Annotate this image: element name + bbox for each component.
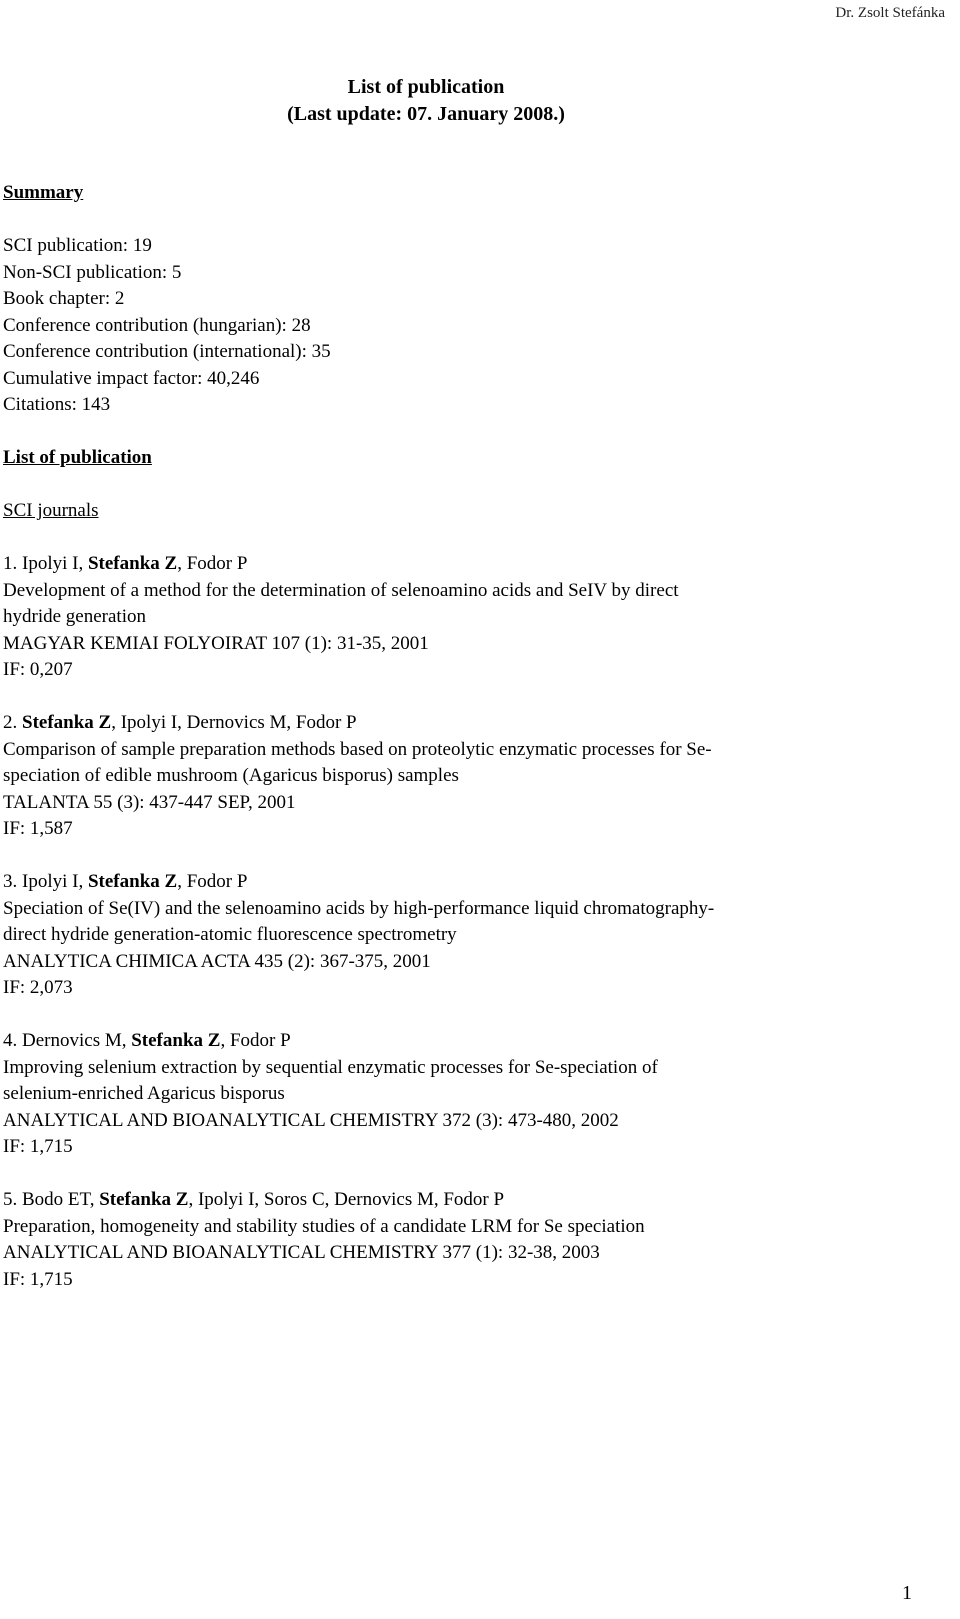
authors-after: , Fodor P: [220, 1030, 291, 1051]
authors-before: Dernovics M,: [22, 1030, 127, 1051]
authors-after: , Ipolyi I, Dernovics M, Fodor P: [111, 712, 357, 733]
publication-impact-factor: IF: 1,715: [3, 1268, 73, 1290]
publication-entry: [3, 551, 903, 684]
highlighted-author: Stefanka Z: [22, 712, 112, 733]
publication-journal: TALANTA 55 (3): 437-447 SEP, 2001: [3, 791, 296, 813]
page-number: 1: [902, 1582, 912, 1604]
publication-title-line: Development of a method for the determination of selenoamino acids and SeIV by direct: [3, 579, 679, 601]
summary-item-conf-international: Conference contribution (international): 35: [3, 341, 331, 362]
summary-item-book-chapter: Book chapter: 2: [3, 288, 125, 309]
summary-item-conf-hungarian: Conference contribution (hungarian): 28: [3, 314, 311, 336]
publication-authors: [3, 1028, 903, 1055]
publication-title-line: selenium-enriched Agaricus bisporus: [3, 1083, 285, 1104]
publication-journal: ANALYTICAL AND BIOANALYTICAL CHEMISTRY 372 (3): 473-480, 2002: [3, 1109, 619, 1131]
publication-authors: [3, 551, 903, 578]
authors-after: , Fodor P: [177, 553, 248, 574]
publication-title-line: Comparison of sample preparation methods based on proteolytic enzymatic processes for Se-: [3, 738, 712, 760]
publication-entry: [3, 869, 903, 1002]
publication-entry: [3, 1187, 903, 1293]
summary-item-sci: SCI publication: 19: [3, 235, 152, 256]
sci-journals-heading: SCI journals: [3, 500, 99, 521]
publication-journal: MAGYAR KEMIAI FOLYOIRAT 107 (1): 31-35, 2001: [3, 632, 429, 654]
publication-entry: [3, 1028, 903, 1161]
spacer: [3, 1002, 903, 1029]
highlighted-author: Stefanka Z: [131, 1030, 221, 1051]
document-body: [3, 180, 903, 1293]
summary-item-non-sci: Non-SCI publication: 5: [3, 261, 182, 283]
summary-list: [3, 233, 903, 419]
page-header-author: Dr. Zsolt Stefánka: [835, 5, 945, 21]
title-line-2: (Last update: 07. January 2008.): [287, 103, 565, 125]
title-line-1: List of publication: [347, 76, 505, 98]
spacer: [3, 1161, 903, 1188]
publication-title-line: Improving selenium extraction by sequential enzymatic processes for Se-speciation of: [3, 1056, 658, 1078]
publication-title-line: speciation of edible mushroom (Agaricus bisporus) samples: [3, 765, 459, 786]
publication-title-line: Speciation of Se(IV) and the selenoamino acids by high-performance liquid chromatography-: [3, 897, 715, 919]
publication-impact-factor: IF: 0,207: [3, 659, 73, 680]
document-title: [0, 74, 852, 128]
publication-journal: ANALYTICAL AND BIOANALYTICAL CHEMISTRY 377 (1): 32-38, 2003: [3, 1242, 600, 1263]
publication-impact-factor: IF: 1,587: [3, 818, 73, 839]
publication-title-line: hydride generation: [3, 606, 146, 627]
publication-authors: [3, 1187, 903, 1214]
entry-number: 4.: [3, 1030, 18, 1051]
entry-number: 3.: [3, 871, 18, 892]
summary-item-impact-factor: Cumulative impact factor: 40,246: [3, 367, 260, 389]
highlighted-author: Stefanka Z: [99, 1189, 189, 1210]
publication-authors: [3, 869, 903, 896]
authors-before: Ipolyi I,: [22, 871, 84, 892]
publication-entry: [3, 710, 903, 843]
authors-before: Bodo ET,: [22, 1189, 95, 1210]
spacer: [3, 472, 903, 499]
publication-impact-factor: IF: 2,073: [3, 977, 73, 998]
spacer: [3, 419, 903, 446]
summary-heading: Summary: [3, 182, 84, 203]
highlighted-author: Stefanka Z: [87, 871, 178, 892]
publication-title-line: direct hydride generation-atomic fluorescence spectrometry: [3, 924, 457, 945]
entry-number: 2.: [3, 712, 18, 733]
authors-after: , Ipolyi I, Soros C, Dernovics M, Fodor P: [188, 1189, 505, 1210]
publication-authors: [3, 710, 903, 737]
entry-number: 5.: [3, 1189, 18, 1210]
summary-item-citations: Citations: 143: [3, 394, 111, 415]
entry-number: 1.: [3, 553, 18, 574]
spacer: [3, 207, 903, 234]
publication-journal: ANALYTICA CHIMICA ACTA 435 (2): 367-375, 2001: [3, 950, 431, 972]
publication-title-line: Preparation, homogeneity and stability studies of a candidate LRM for Se speciation: [3, 1215, 645, 1237]
spacer: [3, 525, 903, 552]
publication-impact-factor: IF: 1,715: [3, 1136, 73, 1157]
spacer: [3, 843, 903, 870]
highlighted-author: Stefanka Z: [87, 553, 178, 574]
authors-before: Ipolyi I,: [22, 553, 84, 574]
spacer: [3, 684, 903, 711]
publications-heading: List of publication: [3, 447, 152, 468]
authors-after: , Fodor P: [177, 871, 248, 892]
